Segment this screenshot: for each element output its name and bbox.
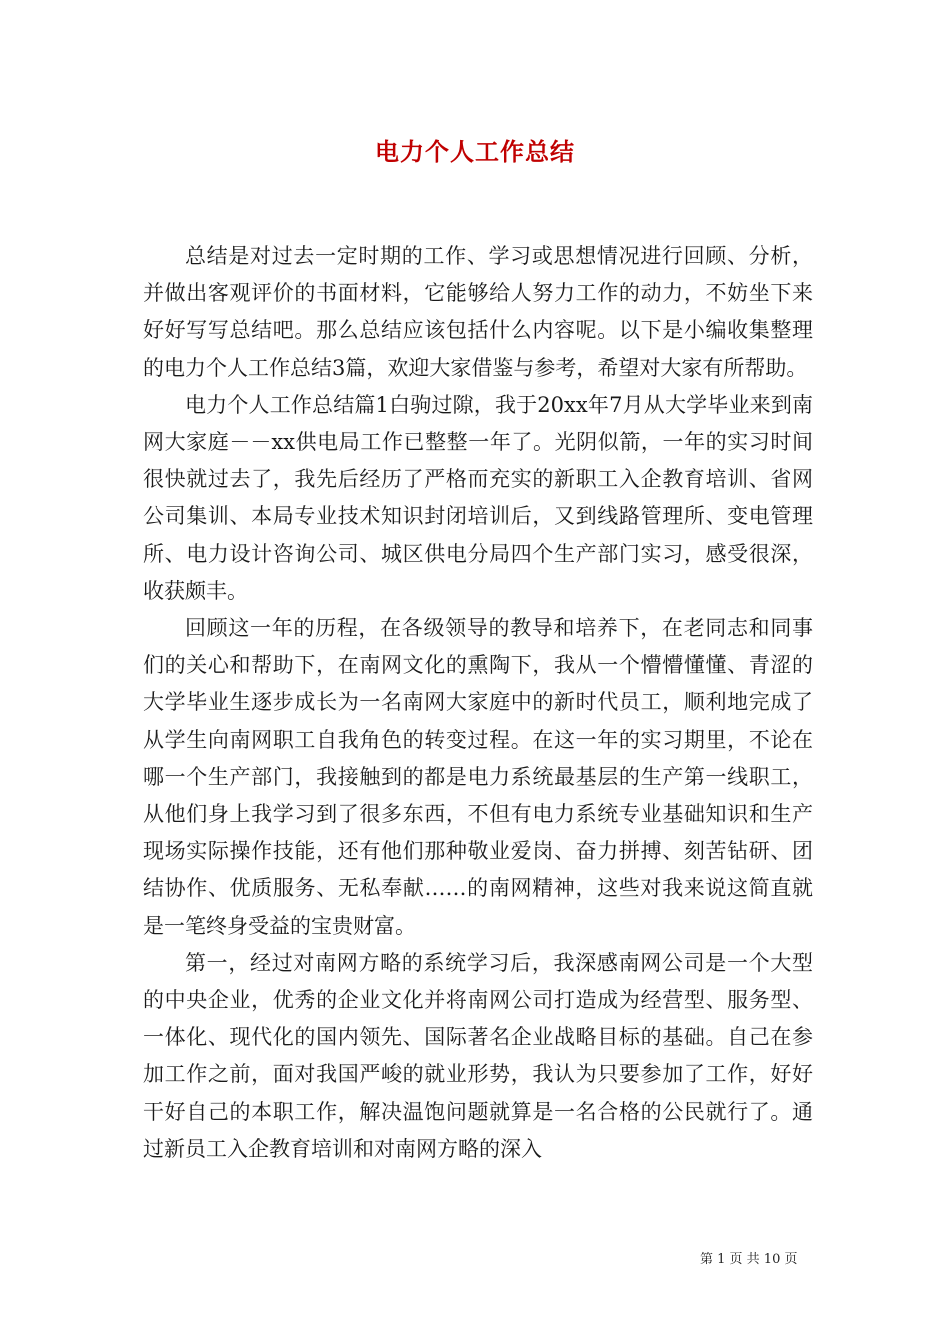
paragraph-intro: 总结是对过去一定时期的工作、学习或思想情况进行回顾、分析，并做出客观评价的书面材料，它能够给人努力工作的动力，不妨坐下来好好写写总结吧。那么总结应该包括什么内容呢。以下是小编收集整理的电力个人工作总结3篇，欢迎大家借鉴与参考，希望对大家有所帮助。 <box>143 244 813 380</box>
paragraph-1: 电力个人工作总结篇1白驹过隙，我于20xx年7月从大学毕业来到南网大家庭－－xx供电局工作已整整一年了。光阴似箭，一年的实习时间很快就过去了，我先后经历了严格而充实的新职工入企教育培训、省网公司集训、本局专业技术知识封闭培训后，又到线路管理所、变电管理所、电力设计咨询公司、城区供电分局四个生产部门实习，感受很深，收获颇丰。 <box>143 392 813 603</box>
page-number-footer: 第 1 页 共 10 页 <box>700 1252 798 1267</box>
paragraph-3: 第一，经过对南网方略的系统学习后，我深感南网公司是一个大型的中央企业，优秀的企业文化并将南网公司打造成为经营型、服务型、一体化、现代化的国内领先、国际著名企业战略目标的基础。自己在参加工作之前，面对我国严峻的就业形势，我认为只要参加了工作，好好干好自己的本职工作，解决温饱问题就算是一名合格的公民就行了。通过新员工入企教育培训和对南网方略的深入 <box>143 950 813 1161</box>
document-body <box>143 238 813 1168</box>
document-title: 电力个人工作总结 <box>375 138 575 166</box>
paragraph-2: 回顾这一年的历程，在各级领导的教导和培养下，在老同志和同事们的关心和帮助下，在南网文化的熏陶下，我从一个懵懵懂懂、青涩的大学毕业生逐步成长为一名南网大家庭中的新时代员工，顺利地完成了从学生向南网职工自我角色的转变过程。在这一年的实习期里，不论在哪一个生产部门，我接触到的都是电力系统最基层的生产第一线职工，从他们身上我学习到了很多东西，不但有电力系统专业基础知识和生产现场实际操作技能，还有他们那种敬业爱岗、奋力拼搏、刻苦钻研、团结协作、优质服务、无私奉献……的南网精神，这些对我来说这简直就是一笔终身受益的宝贵财富。 <box>143 616 813 938</box>
